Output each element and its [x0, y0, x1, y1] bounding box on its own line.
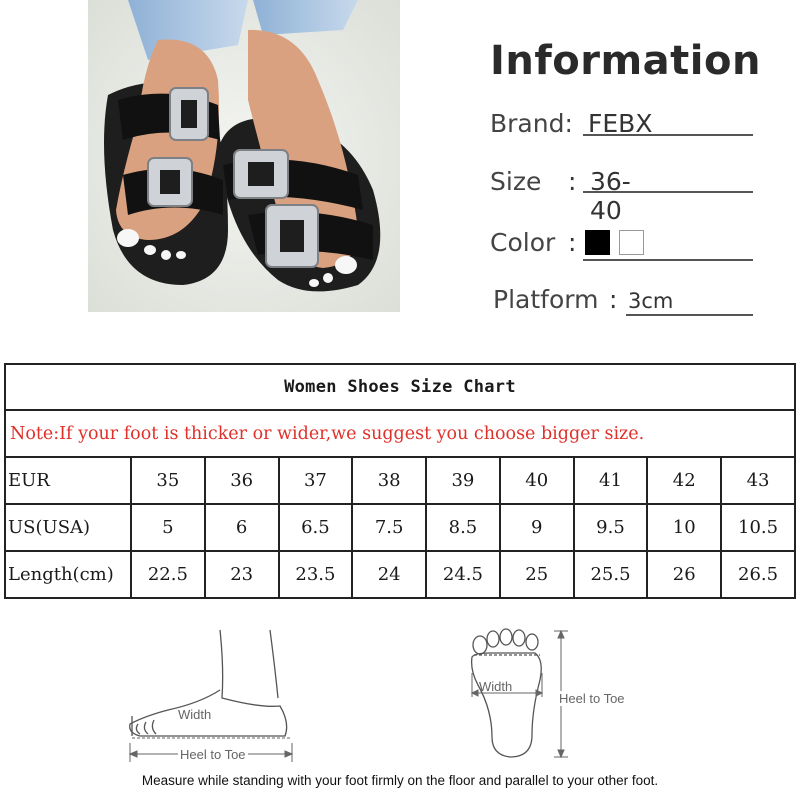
size-row — [490, 167, 631, 225]
table-row — [5, 457, 795, 504]
platform-label: Platform — [493, 285, 599, 314]
table-row — [5, 551, 795, 598]
table-cell: 35 — [131, 457, 205, 504]
chart-title-row — [5, 364, 795, 410]
table-cell: 39 — [426, 457, 500, 504]
table-cell: 42 — [647, 457, 721, 504]
table-cell: 5 — [131, 504, 205, 551]
brand-row — [490, 109, 653, 138]
table-cell: 10.5 — [721, 504, 795, 551]
table-cell: 7.5 — [352, 504, 426, 551]
table-cell: 26.5 — [721, 551, 795, 598]
size-chart-table — [4, 363, 796, 599]
table-cell: 25 — [500, 551, 574, 598]
chart-note: Note:If your foot is thicker or wider,we suggest you choose bigger size. — [5, 410, 795, 457]
color-label: Color — [490, 228, 556, 257]
table-cell: 22.5 — [131, 551, 205, 598]
table-cell: 9 — [500, 504, 574, 551]
table-cell: 41 — [574, 457, 648, 504]
brand-value: FEBX — [588, 109, 653, 138]
table-cell: 9.5 — [574, 504, 648, 551]
product-photo — [88, 0, 400, 312]
size-value: 36-40 — [590, 167, 631, 225]
color-row — [490, 228, 577, 257]
side-width-label: Width — [178, 707, 212, 722]
color-separator: : — [568, 228, 577, 257]
table-cell: 6.5 — [279, 504, 353, 551]
side-length-label: Heel to Toe — [180, 747, 246, 762]
top-width-label: Width — [479, 679, 513, 694]
table-cell: 25.5 — [574, 551, 648, 598]
table-cell: 6 — [205, 504, 279, 551]
table-cell: 24 — [352, 551, 426, 598]
info-title: Information — [490, 38, 761, 84]
table-cell: 10 — [647, 504, 721, 551]
chart-title: Women Shoes Size Chart — [5, 364, 795, 410]
table-cell: 40 — [500, 457, 574, 504]
color-swatch-white[interactable] — [619, 230, 644, 255]
color-swatch-black[interactable] — [585, 230, 610, 255]
table-cell: 37 — [279, 457, 353, 504]
size-label: Size — [490, 167, 542, 196]
measure-caption: Measure while standing with your foot firmly on the floor and parallel to your other foot. — [141, 773, 659, 788]
row-label-length: Length(cm) — [5, 551, 131, 598]
row-label-eur: EUR — [5, 457, 131, 504]
table-cell: 24.5 — [426, 551, 500, 598]
table-cell: 36 — [205, 457, 279, 504]
color-underline — [583, 259, 753, 261]
table-cell: 8.5 — [426, 504, 500, 551]
table-cell: 26 — [647, 551, 721, 598]
row-label-us: US(USA) — [5, 504, 131, 551]
table-cell: 23 — [205, 551, 279, 598]
table-cell: 23.5 — [279, 551, 353, 598]
brand-underline — [583, 134, 753, 136]
platform-row — [493, 285, 674, 314]
platform-separator: : — [609, 285, 618, 314]
table-row — [5, 504, 795, 551]
size-underline — [583, 191, 753, 193]
platform-underline — [626, 314, 753, 316]
table-cell: 43 — [721, 457, 795, 504]
platform-value: 3cm — [628, 289, 674, 313]
chart-note-row — [5, 410, 795, 457]
size-separator: : — [568, 167, 577, 196]
table-cell: 38 — [352, 457, 426, 504]
sandal-photo-illustration — [88, 0, 400, 312]
brand-label: Brand: — [490, 109, 573, 138]
top-length-label: Heel to Toe — [559, 691, 625, 706]
